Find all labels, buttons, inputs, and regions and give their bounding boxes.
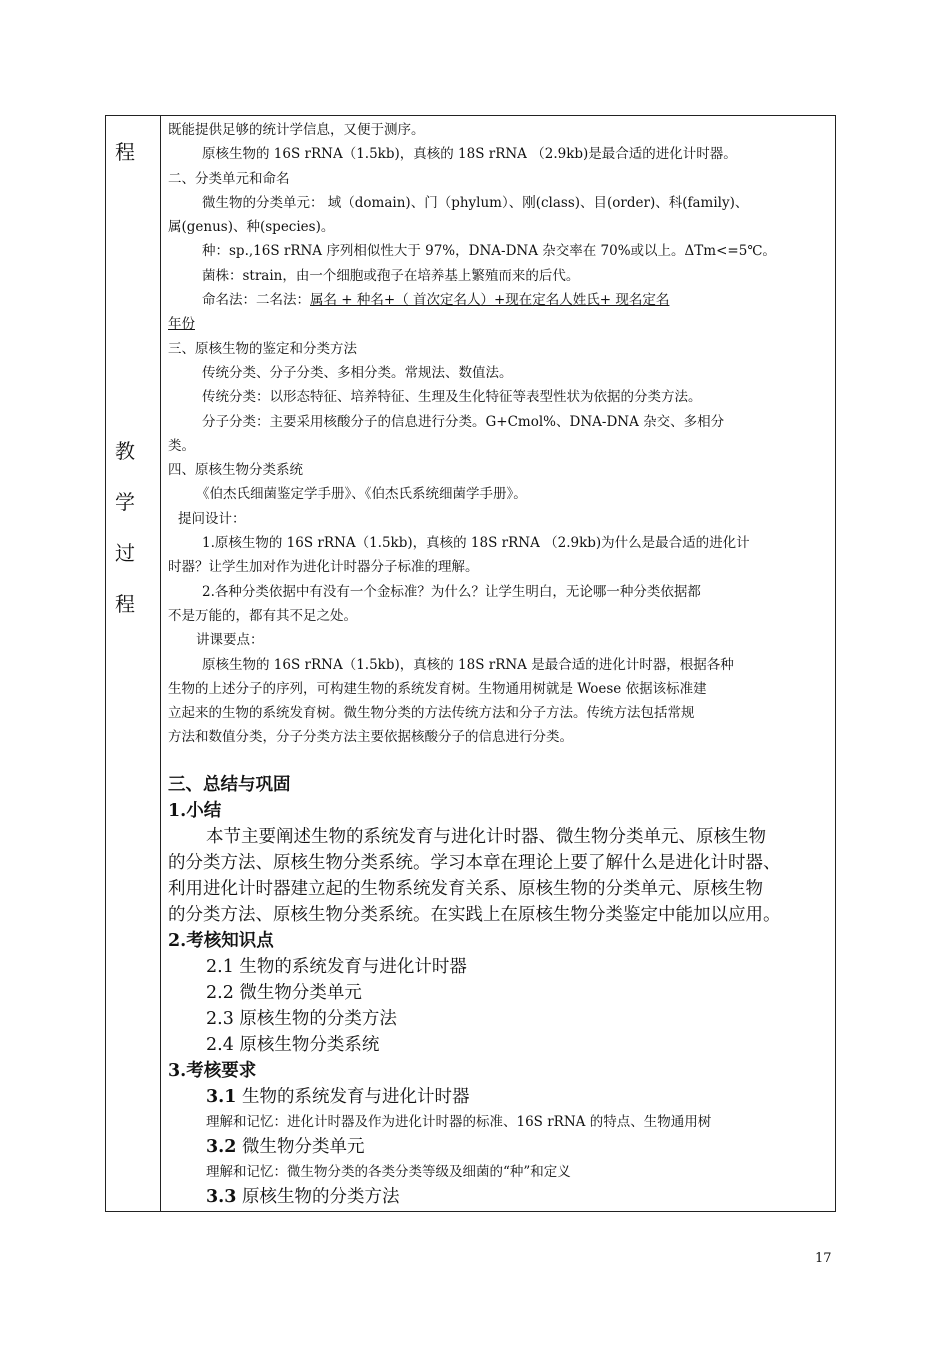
text-line: 时器？让学生加对作为进化计时器分子标准的理解。	[168, 559, 479, 576]
knowledge-point: 2.2 微生物分类单元	[206, 982, 362, 1003]
column-divider	[160, 115, 161, 1212]
requirement-number: 3.1	[206, 1086, 237, 1107]
knowledge-point: 2.4 原核生物分类系统	[206, 1034, 380, 1055]
text-line: 原核生物的 16S rRNA（1.5kb)，真核的 18S rRNA 是最合适的进化计时器，根据各种	[202, 656, 734, 673]
text-line: 类。	[168, 437, 195, 454]
section-heading: 二、分类单元和命名	[168, 170, 290, 187]
side-char-4: 程	[115, 592, 135, 616]
text-line: 传统分类、分子分类、多相分类。常规法、数值法。	[202, 364, 513, 381]
text-line: 分子分类：主要采用核酸分子的信息进行分类。G+Cmol%、DNA-DNA 杂交、多相分	[202, 413, 725, 430]
requirement-text: 原核生物的分类方法	[236, 1187, 400, 1208]
naming-formula: 属名 + 种名+（ 首次定名人）+现在定名人姓氏+ 现名定名	[310, 292, 670, 309]
lesson-content	[168, 118, 830, 1210]
text-line: 传统分类：以形态特征、培养特征、生理及生化特征等表型性状为依据的分类方法。	[202, 389, 702, 406]
requirement-number: 3.2	[206, 1137, 237, 1158]
summary-text: 的分类方法、原核生物分类系统。学习本章在理论上要了解什么是进化计时器、	[168, 852, 781, 873]
page-number: 17	[815, 1251, 832, 1266]
text-line: 讲课要点：	[196, 632, 264, 649]
requirement-number: 3.3	[206, 1187, 237, 1208]
side-char-top: 程	[115, 140, 135, 164]
text-line: 菌株：strain，由一个细胞或孢子在培养基上繁殖而来的后代。	[202, 267, 580, 284]
text-line: 既能提供足够的统计学信息，又便于测序。	[168, 122, 425, 138]
summary-subheading: 1.小结	[168, 800, 222, 821]
text-line: 微生物的分类单元： 域（domain)、门（phylum）、刚(class)、目(order)、科(family)、	[202, 194, 749, 211]
section-heading: 三、原核生物的鉴定和分类方法	[168, 340, 357, 357]
knowledge-point: 2.1 生物的系统发育与进化计时器	[206, 956, 467, 977]
requirement-detail: 理解和记忆：进化计时器及作为进化计时器的标准、16S rRNA 的特点、生物通用树	[206, 1113, 712, 1130]
text-line: 属(genus)、种(species)。	[168, 219, 335, 236]
text-line: 1.原核生物的 16S rRNA（1.5kb)，真核的 18S rRNA （2.9kb)为什么是最合适的进化计	[202, 535, 750, 552]
text-line: 种：sp.,16S rRNA 序列相似性大于 97%，DNA-DNA 杂交率在 70%或以上。ΔTm<=5℃。	[202, 243, 776, 260]
text-line: 2.各种分类依据中有没有一个金标准？为什么？让学生明白，无论哪一种分类依据都	[202, 583, 701, 600]
summary-heading: 三、总结与巩固	[168, 774, 291, 795]
side-char-2: 学	[115, 490, 135, 514]
requirement-text: 微生物分类单元	[236, 1137, 365, 1158]
text-line: 原核生物的 16S rRNA（1.5kb)，真核的 18S rRNA （2.9kb)是最合适的进化计时器。	[202, 146, 737, 163]
side-char-3: 过	[115, 541, 135, 565]
summary-text: 本节主要阐述生物的系统发育与进化计时器、微生物分类单元、原核生物	[206, 826, 766, 847]
side-char-1: 教	[115, 439, 135, 463]
naming-label: 命名法：二名法：	[202, 292, 310, 309]
text-line: 立起来的生物的系统发育树。微生物分类的方法传统方法和分子方法。传统方法包括常规	[168, 705, 695, 722]
summary-subheading: 3.考核要求	[168, 1060, 257, 1081]
requirement-title	[168, 1184, 830, 1210]
text-line: 提问设计：	[178, 510, 246, 527]
summary-text: 利用进化计时器建立起的生物系统发育关系、原核生物的分类单元、原核生物	[168, 878, 763, 899]
requirement-title	[168, 1084, 830, 1110]
requirement-detail: 理解和记忆：微生物分类的各类分类等级及细菌的“种”和定义	[206, 1164, 571, 1181]
text-line: 年份	[168, 316, 195, 333]
text-line: 《伯杰氏细菌鉴定学手册》、《伯杰氏系统细菌学手册》。	[196, 486, 527, 503]
section-heading: 四、原核生物分类系统	[168, 462, 303, 479]
summary-text: 的分类方法、原核生物分类系统。在实践上在原核生物分类鉴定中能加以应用。	[168, 904, 781, 925]
knowledge-point: 2.3 原核生物的分类方法	[206, 1008, 397, 1029]
text-line: 方法和数值分类，分子分类方法主要依据核酸分子的信息进行分类。	[168, 729, 573, 746]
requirement-title	[168, 1134, 830, 1160]
text-line: 不是万能的，都有其不足之处。	[168, 607, 357, 624]
requirement-text: 生物的系统发育与进化计时器	[236, 1086, 470, 1107]
text-line	[168, 288, 830, 312]
text-line: 生物的上述分子的序列，可构建生物的系统发育树。生物通用树就是 Woese 依据该标准建	[168, 680, 707, 697]
summary-subheading: 2.考核知识点	[168, 930, 274, 951]
